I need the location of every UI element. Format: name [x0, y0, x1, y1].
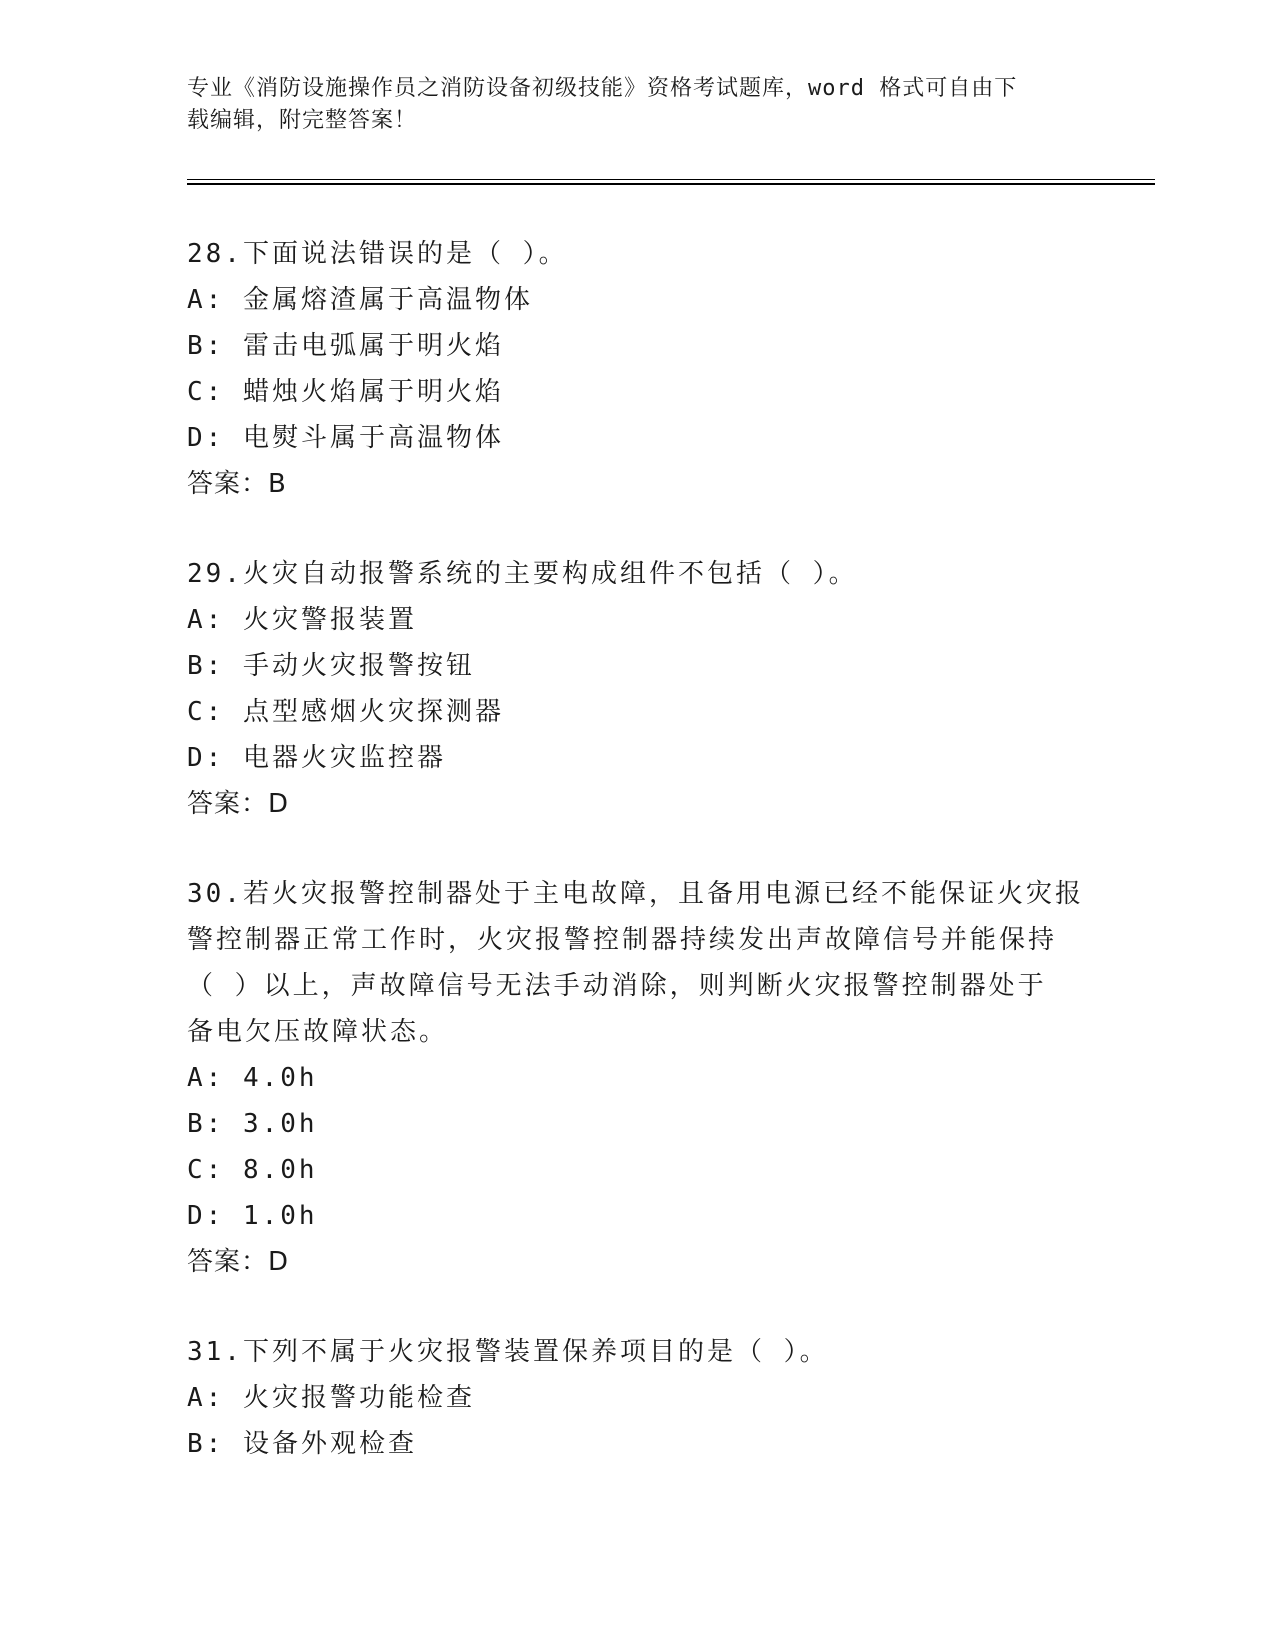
- question-29: [187, 551, 1107, 827]
- option-b: B: 设备外观检查: [187, 1429, 417, 1459]
- document-header: [187, 73, 1087, 137]
- question-stem-line-1: 30.若火灾报警控制器处于主电故障，且备用电源已经不能保证火灾报: [187, 879, 1084, 909]
- divider-line-thin: [187, 179, 1155, 180]
- question-list: [187, 231, 1107, 1511]
- option-b: B: 3.0h: [187, 1109, 318, 1139]
- header-divider: [187, 179, 1155, 185]
- divider-line-thick: [187, 183, 1155, 185]
- question-31: [187, 1329, 1107, 1467]
- answer-label: 答案：D: [187, 789, 290, 819]
- question-stem-line-4: 备电欠压故障状态。: [187, 1017, 449, 1047]
- question-stem-line-3: （ ）以上，声故障信号无法手动消除，则判断火灾报警控制器处于: [187, 971, 1047, 1001]
- option-a: A: 火灾报警功能检查: [187, 1383, 475, 1413]
- option-b: B: 雷击电弧属于明火焰: [187, 331, 504, 361]
- question-stem: 29.火灾自动报警系统的主要构成组件不包括（ ）。: [187, 559, 858, 589]
- question-28: [187, 231, 1107, 507]
- question-30: [187, 871, 1107, 1285]
- option-d: D: 1.0h: [187, 1201, 318, 1231]
- question-stem: 31.下列不属于火灾报警装置保养项目的是（ ）。: [187, 1337, 829, 1367]
- option-a: A: 火灾警报装置: [187, 605, 417, 635]
- option-d: D: 电器火灾监控器: [187, 743, 446, 773]
- option-c: C: 8.0h: [187, 1155, 318, 1185]
- option-a: A: 4.0h: [187, 1063, 318, 1093]
- option-c: C: 蜡烛火焰属于明火焰: [187, 377, 504, 407]
- question-stem-line-2: 警控制器正常工作时，火灾报警控制器持续发出声故障信号并能保持: [187, 925, 1058, 955]
- header-line-2: 载编辑，附完整答案！: [187, 108, 418, 133]
- option-b: B: 手动火灾报警按钮: [187, 651, 475, 681]
- header-line-1: 专业《消防设施操作员之消防设备初级技能》资格考试题库，word 格式可自由下: [187, 76, 1018, 101]
- question-stem: 28.下面说法错误的是（ ）。: [187, 239, 568, 269]
- option-c: C: 点型感烟火灾探测器: [187, 697, 504, 727]
- option-a: A: 金属熔渣属于高温物体: [187, 285, 533, 315]
- answer-label: 答案：D: [187, 1247, 290, 1277]
- answer-label: 答案：B: [187, 469, 287, 499]
- option-d: D: 电熨斗属于高温物体: [187, 423, 504, 453]
